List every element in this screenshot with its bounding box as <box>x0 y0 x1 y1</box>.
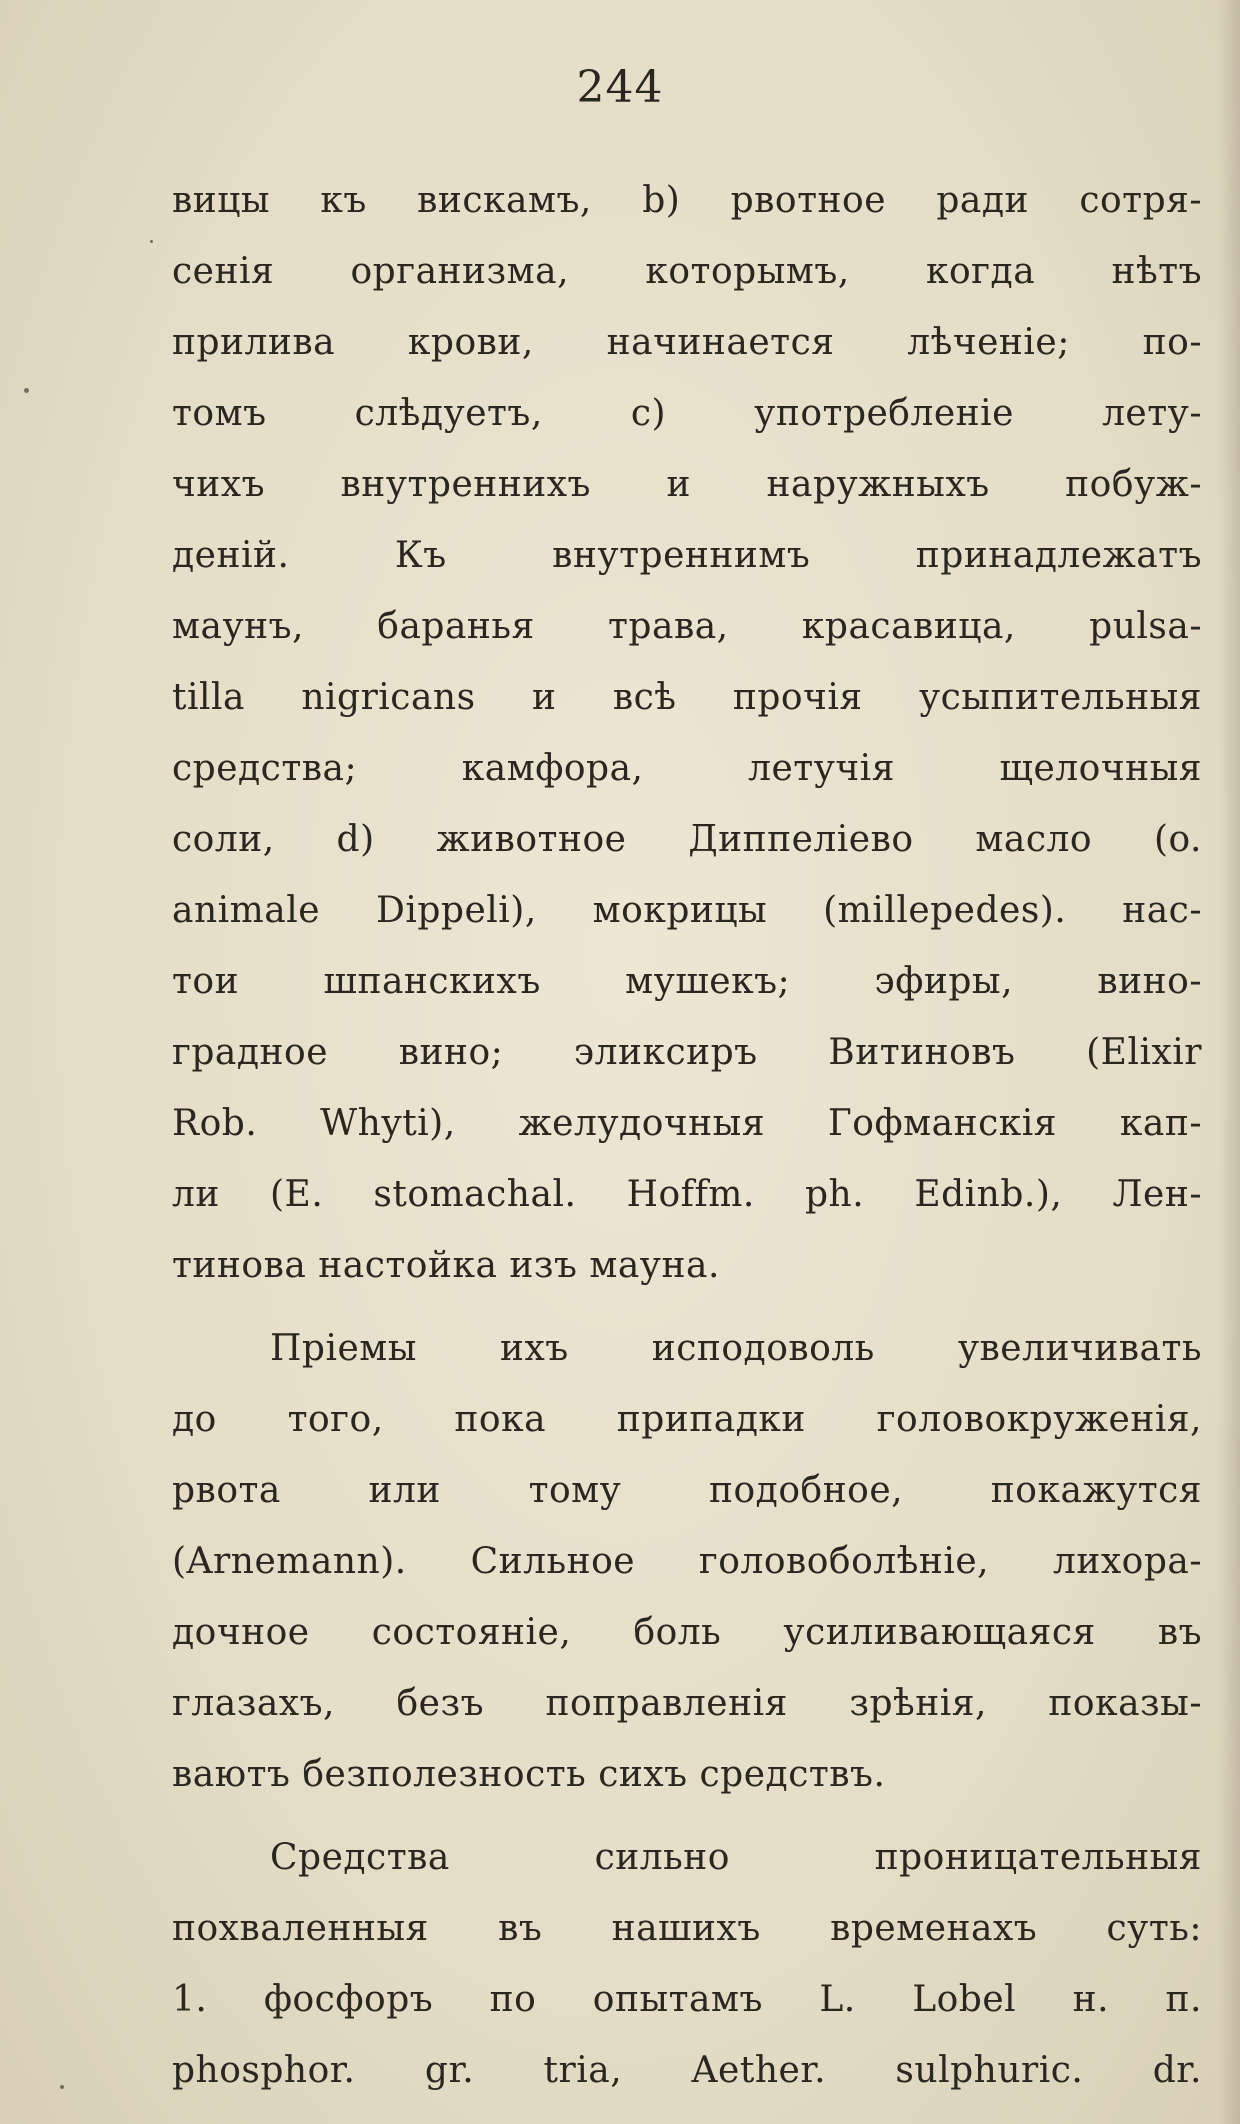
paragraph-gap <box>172 1810 1202 1822</box>
text-line: Средства сильно проницательныя <box>270 1837 1202 1878</box>
text-line: до того, пока припадки головокруженія, <box>172 1399 1202 1440</box>
text-line: тинова настойка изъ мауна. <box>172 1245 720 1286</box>
page-edge-shadow <box>1218 0 1240 2124</box>
paragraph-1 <box>172 165 1202 1301</box>
text-line: деній. Къ внутреннимъ принадлежатъ <box>172 535 1202 576</box>
text-line: сенія организма, которымъ, когда нѣтъ <box>172 251 1202 292</box>
text-line: похваленныя въ нашихъ временахъ суть: <box>172 1908 1202 1949</box>
paragraph-gap <box>172 1301 1202 1313</box>
paragraph-3 <box>172 1822 1202 2106</box>
text-line: глазахъ, безъ поправленія зрѣнія, показы- <box>172 1683 1202 1724</box>
text-line: тои шпанскихъ мушекъ; эфиры, вино- <box>172 961 1202 1002</box>
text-line: (Arnemann). Сильное головоболѣніе, лихора- <box>172 1541 1202 1582</box>
text-line: градное вино; эликсиръ Витиновъ (Elixir <box>172 1032 1202 1073</box>
text-line: animale Dippeli), мокрицы (millepedes). нас- <box>172 890 1202 931</box>
paper-speck <box>60 2085 64 2089</box>
text-line: соли, d) животное Диппеліево масло (o. <box>172 819 1202 860</box>
text-line: средства; камфора, летучія щелочныя <box>172 748 1202 789</box>
text-line: рвота или тому подобное, покажутся <box>172 1470 1202 1511</box>
text-line: tilla nigricans и всѣ прочія усыпительныя <box>172 677 1202 718</box>
text-line: вицы къ вискамъ, b) рвотное ради сотря- <box>172 180 1202 221</box>
text-line: ли (E. stomachal. Hoffm. ph. Edinb.), Лен- <box>172 1174 1202 1215</box>
text-line: чихъ внутреннихъ и наружныхъ побуж- <box>172 464 1202 505</box>
paper-speck <box>24 388 29 393</box>
text-line: ваютъ безполезность сихъ средствъ. <box>172 1754 886 1795</box>
body-text <box>172 165 1202 2106</box>
text-line: phosphor. gr. tria, Aether. sulphuric. dr. <box>172 2050 1202 2091</box>
paper-speck <box>150 240 153 243</box>
text-line: Rob. Whyti), желудочныя Гофманскія кап- <box>172 1103 1202 1144</box>
text-line: маунъ, баранья трава, красавица, pulsa- <box>172 606 1202 647</box>
paragraph-2 <box>172 1313 1202 1810</box>
text-line: Пріемы ихъ исподоволь увеличивать <box>270 1328 1202 1369</box>
page-number: 244 <box>576 62 664 113</box>
text-line: дочное состояніе, боль усиливающаяся въ <box>172 1612 1202 1653</box>
text-line: 1. фосфоръ по опытамъ L. Lobel н. п. <box>172 1979 1202 2020</box>
text-line: прилива крови, начинается лѣченіе; по- <box>172 322 1202 363</box>
text-line: томъ слѣдуетъ, c) употребленіе лету- <box>172 393 1202 434</box>
